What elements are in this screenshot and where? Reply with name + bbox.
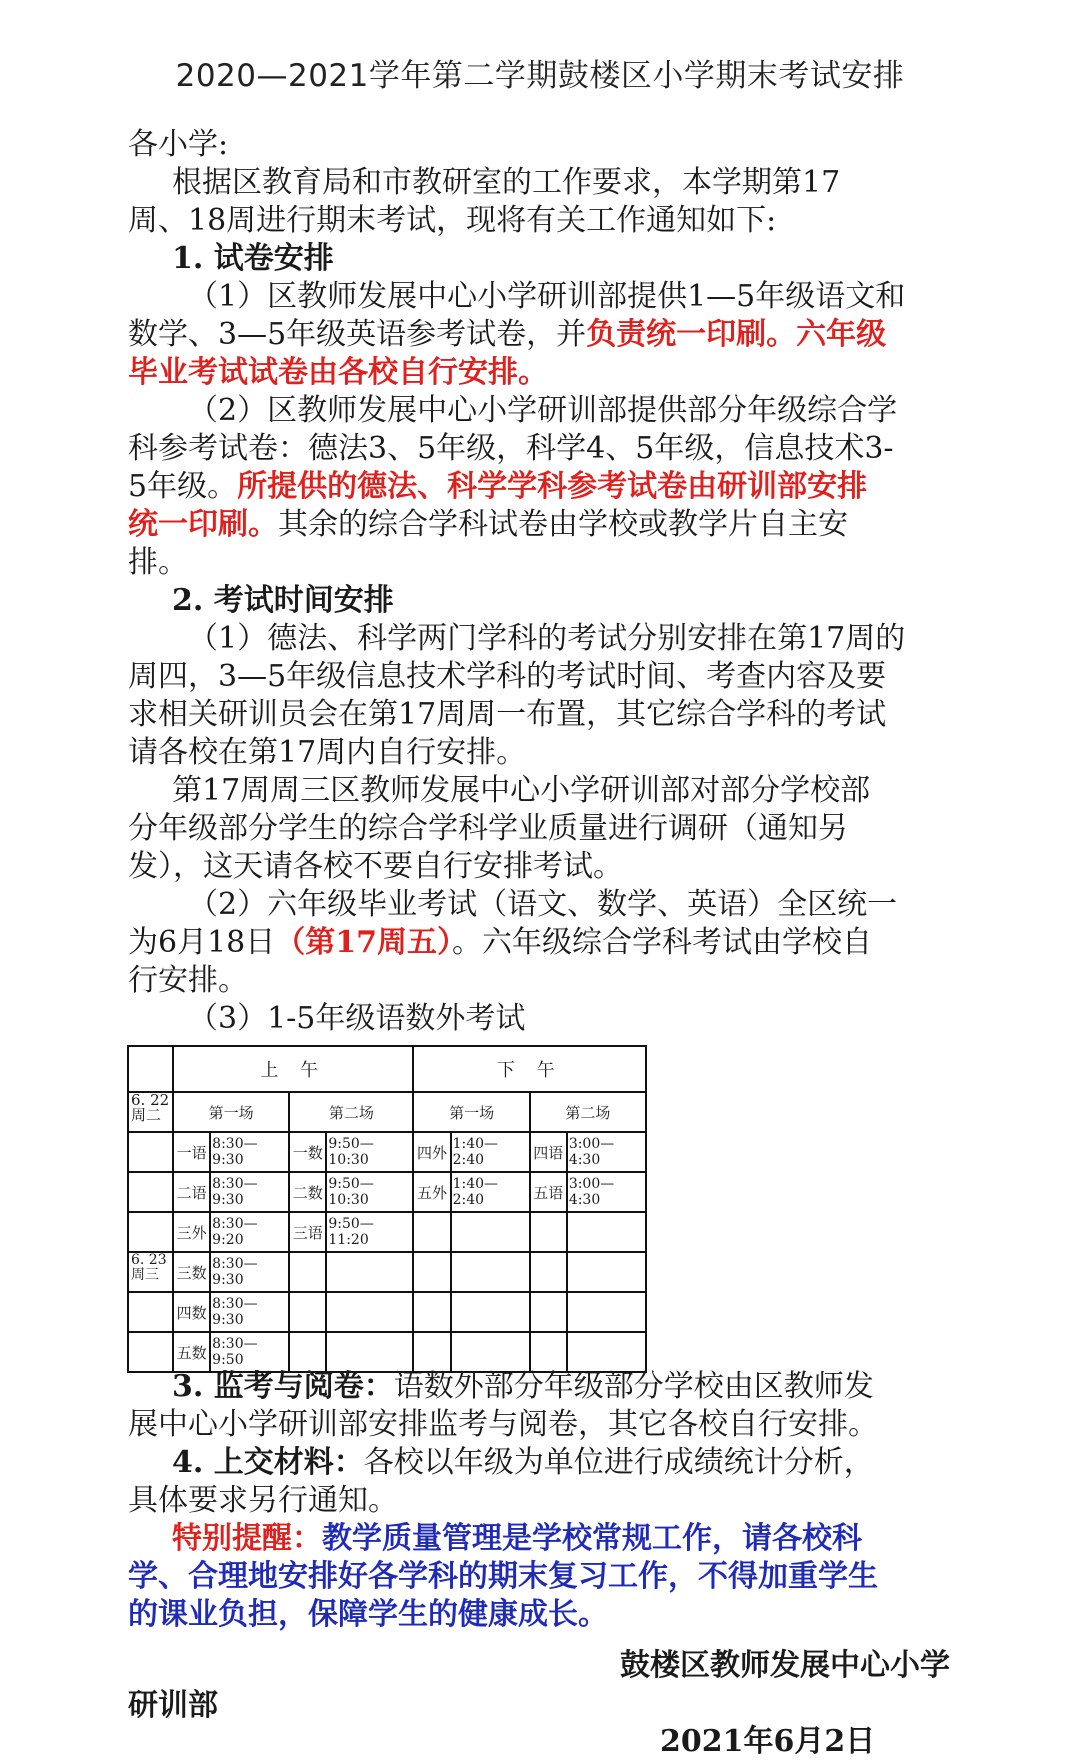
time-cell: 1:40—2:40	[451, 1172, 530, 1212]
text-span: 数学、3—5年级英语参考试卷，并	[128, 317, 587, 352]
highlight-red: 统一印刷。	[128, 507, 278, 542]
subject-cell	[413, 1252, 450, 1292]
time-cell: 8:30—9:30	[210, 1252, 289, 1292]
date-spacer	[128, 1212, 173, 1252]
time-cell: 1:40—2:40	[451, 1132, 530, 1172]
table-row	[128, 1332, 646, 1372]
subject-cell: 四语	[530, 1132, 567, 1172]
paragraph-line: （1）德法、科学两门学科的考试分别安排在第17周的	[188, 621, 906, 656]
time-cell	[567, 1212, 646, 1252]
paragraph-line: 周、18周进行期末考试，现将有关工作通知如下:	[128, 203, 777, 238]
paragraph-line: 求相关研训员会在第17周周一布置，其它综合学科的考试	[128, 697, 887, 732]
time-cell: 3:00—4:30	[567, 1132, 646, 1172]
text-span: 。六年级综合学科考试由学校自	[452, 925, 873, 960]
subject-cell: 二语	[173, 1172, 210, 1212]
time-cell: 8:30—9:50	[210, 1332, 289, 1372]
section-heading-1: 1. 试卷安排	[172, 241, 334, 276]
session-2-pm: 第二场	[530, 1092, 646, 1132]
paragraph-line: （2）区教师发展中心小学研训部提供部分年级综合学	[188, 393, 898, 428]
date-spacer	[128, 1332, 173, 1372]
table-caption: （3）1-5年级语数外考试	[188, 1001, 526, 1036]
subject-cell: 三数	[173, 1252, 210, 1292]
table-corner-cell	[128, 1046, 173, 1092]
paragraph-line: 根据区教育局和市教研室的工作要求，本学期第17	[172, 165, 841, 200]
subject-cell	[413, 1292, 450, 1332]
paragraph-line: 请各校在第17周内自行安排。	[128, 735, 527, 770]
time-cell: 8:30—9:30	[210, 1172, 289, 1212]
paragraph-line: 展中心小学研训部安排监考与阅卷，其它各校自行安排。	[128, 1407, 878, 1442]
subject-cell: 三语	[289, 1212, 326, 1252]
paragraph-line	[128, 924, 948, 962]
table-row	[128, 1172, 646, 1212]
subject-cell: 四外	[413, 1132, 450, 1172]
time-cell	[451, 1332, 530, 1372]
salutation: 各小学:	[128, 127, 229, 162]
paragraph-line: 周四，3—5年级信息技术学科的考试时间、考查内容及要	[128, 659, 887, 694]
subject-cell: 三外	[173, 1212, 210, 1252]
afternoon-header: 下 午	[413, 1046, 646, 1092]
date-spacer	[128, 1172, 173, 1212]
text-span: 语数外部分年级部分学校由区教师发	[393, 1369, 874, 1404]
table-row	[128, 1292, 646, 1332]
date-cell-2: 6. 23 周三	[128, 1252, 173, 1292]
time-cell	[567, 1252, 646, 1292]
paragraph-line: 具体要求另行通知。	[128, 1483, 398, 1518]
time-cell	[326, 1252, 413, 1292]
subject-cell: 五外	[413, 1172, 450, 1212]
subject-cell	[530, 1292, 567, 1332]
subject-cell	[413, 1332, 450, 1372]
subject-cell: 一数	[289, 1132, 326, 1172]
section-heading-3: 3. 监考与阅卷：	[172, 1369, 394, 1404]
signature-date: 2021年6月2日	[660, 1724, 876, 1759]
paragraph-line: 第17周周三区教师发展中心小学研训部对部分学校部	[172, 773, 871, 808]
highlight-red: 负责统一印刷。六年级	[586, 317, 887, 352]
time-cell: 8:30—9:20	[210, 1212, 289, 1252]
time-cell: 8:30—9:30	[210, 1292, 289, 1332]
table-header-row	[128, 1046, 646, 1092]
subject-cell	[530, 1332, 567, 1372]
notice-body	[128, 126, 948, 1038]
highlight-red: 所提供的德法、科学学科参考试卷由研训部安排	[237, 469, 868, 504]
time-cell	[451, 1292, 530, 1332]
highlight-red: （第17周五）	[275, 925, 453, 960]
time-cell	[451, 1252, 530, 1292]
table-subheader-row	[128, 1092, 646, 1132]
time-cell: 9:50—11:20	[326, 1212, 413, 1252]
time-cell	[567, 1332, 646, 1372]
paragraph-line	[128, 1368, 948, 1406]
subject-cell	[289, 1252, 326, 1292]
time-cell: 9:50—10:30	[326, 1132, 413, 1172]
paragraph-line: 发），这天请各校不要自行安排考试。	[128, 849, 623, 884]
notice-body-2	[128, 1368, 948, 1634]
subject-cell	[289, 1292, 326, 1332]
paragraph-line: 排。	[128, 545, 188, 580]
text-span: 为6月18日	[128, 925, 276, 960]
subject-cell: 四数	[173, 1292, 210, 1332]
paragraph-line: 科参考试卷：德法3、5年级，科学4、5年级，信息技术3-	[128, 431, 894, 466]
subject-cell: 一语	[173, 1132, 210, 1172]
subject-cell	[530, 1212, 567, 1252]
time-cell	[326, 1332, 413, 1372]
table-row	[128, 1252, 646, 1292]
reminder-line: 学、合理地安排好各学科的期末复习工作，不得加重学生	[128, 1559, 878, 1594]
exam-schedule-table	[127, 1045, 647, 1373]
table-row	[128, 1212, 646, 1252]
section-heading-2: 2. 考试时间安排	[172, 583, 394, 618]
paragraph-line: （2）六年级毕业考试（语文、数学、英语）全区统一	[188, 887, 898, 922]
paragraph-line: 行安排。	[128, 963, 248, 998]
time-cell: 3:00—4:30	[567, 1172, 646, 1212]
signature-org: 鼓楼区教师发展中心小学	[620, 1648, 950, 1683]
session-1-am: 第一场	[173, 1092, 289, 1132]
section-heading-4: 4. 上交材料：	[172, 1445, 364, 1480]
time-cell: 8:30—9:30	[210, 1132, 289, 1172]
time-cell	[451, 1212, 530, 1252]
signature-org-cont: 研训部	[128, 1688, 218, 1723]
reminder-text: 教学质量管理是学校常规工作，请各校科	[322, 1521, 862, 1556]
table-row	[128, 1132, 646, 1172]
paragraph-line	[128, 1444, 948, 1482]
paragraph-line	[128, 506, 948, 544]
subject-cell: 五语	[530, 1172, 567, 1212]
subject-cell: 五数	[173, 1332, 210, 1372]
date-spacer	[128, 1292, 173, 1332]
session-1-pm: 第一场	[413, 1092, 529, 1132]
paragraph-line: （1）区教师发展中心小学研训部提供1—5年级语文和	[188, 279, 906, 314]
time-cell	[326, 1292, 413, 1332]
reminder-line: 的课业负担，保障学生的健康成长。	[128, 1597, 608, 1632]
morning-header: 上 午	[173, 1046, 413, 1092]
subject-cell	[289, 1332, 326, 1372]
text-span: 各校以年级为单位进行成绩统计分析，	[363, 1445, 874, 1480]
text-span: 其余的综合学科试卷由学校或教学片自主安	[278, 507, 848, 542]
session-2-am: 第二场	[289, 1092, 413, 1132]
time-cell	[567, 1292, 646, 1332]
paragraph-line	[128, 468, 948, 506]
time-cell: 9:50—10:30	[326, 1172, 413, 1212]
subject-cell	[530, 1252, 567, 1292]
date-cell-1: 6. 22 周二	[128, 1092, 173, 1132]
paragraph-line: 分年级部分学生的综合学科学业质量进行调研（通知另	[128, 811, 848, 846]
reminder-line	[128, 1520, 948, 1558]
subject-cell	[413, 1212, 450, 1252]
highlight-red-line: 毕业考试试卷由各校自行安排。	[128, 355, 548, 390]
reminder-label: 特别提醒：	[172, 1521, 322, 1556]
subject-cell: 二数	[289, 1172, 326, 1212]
date-spacer	[128, 1132, 173, 1172]
text-span: 5年级。	[128, 469, 238, 504]
paragraph-line	[128, 316, 948, 354]
page-title: 2020—2021学年第二学期鼓楼区小学期末考试安排	[175, 58, 905, 94]
